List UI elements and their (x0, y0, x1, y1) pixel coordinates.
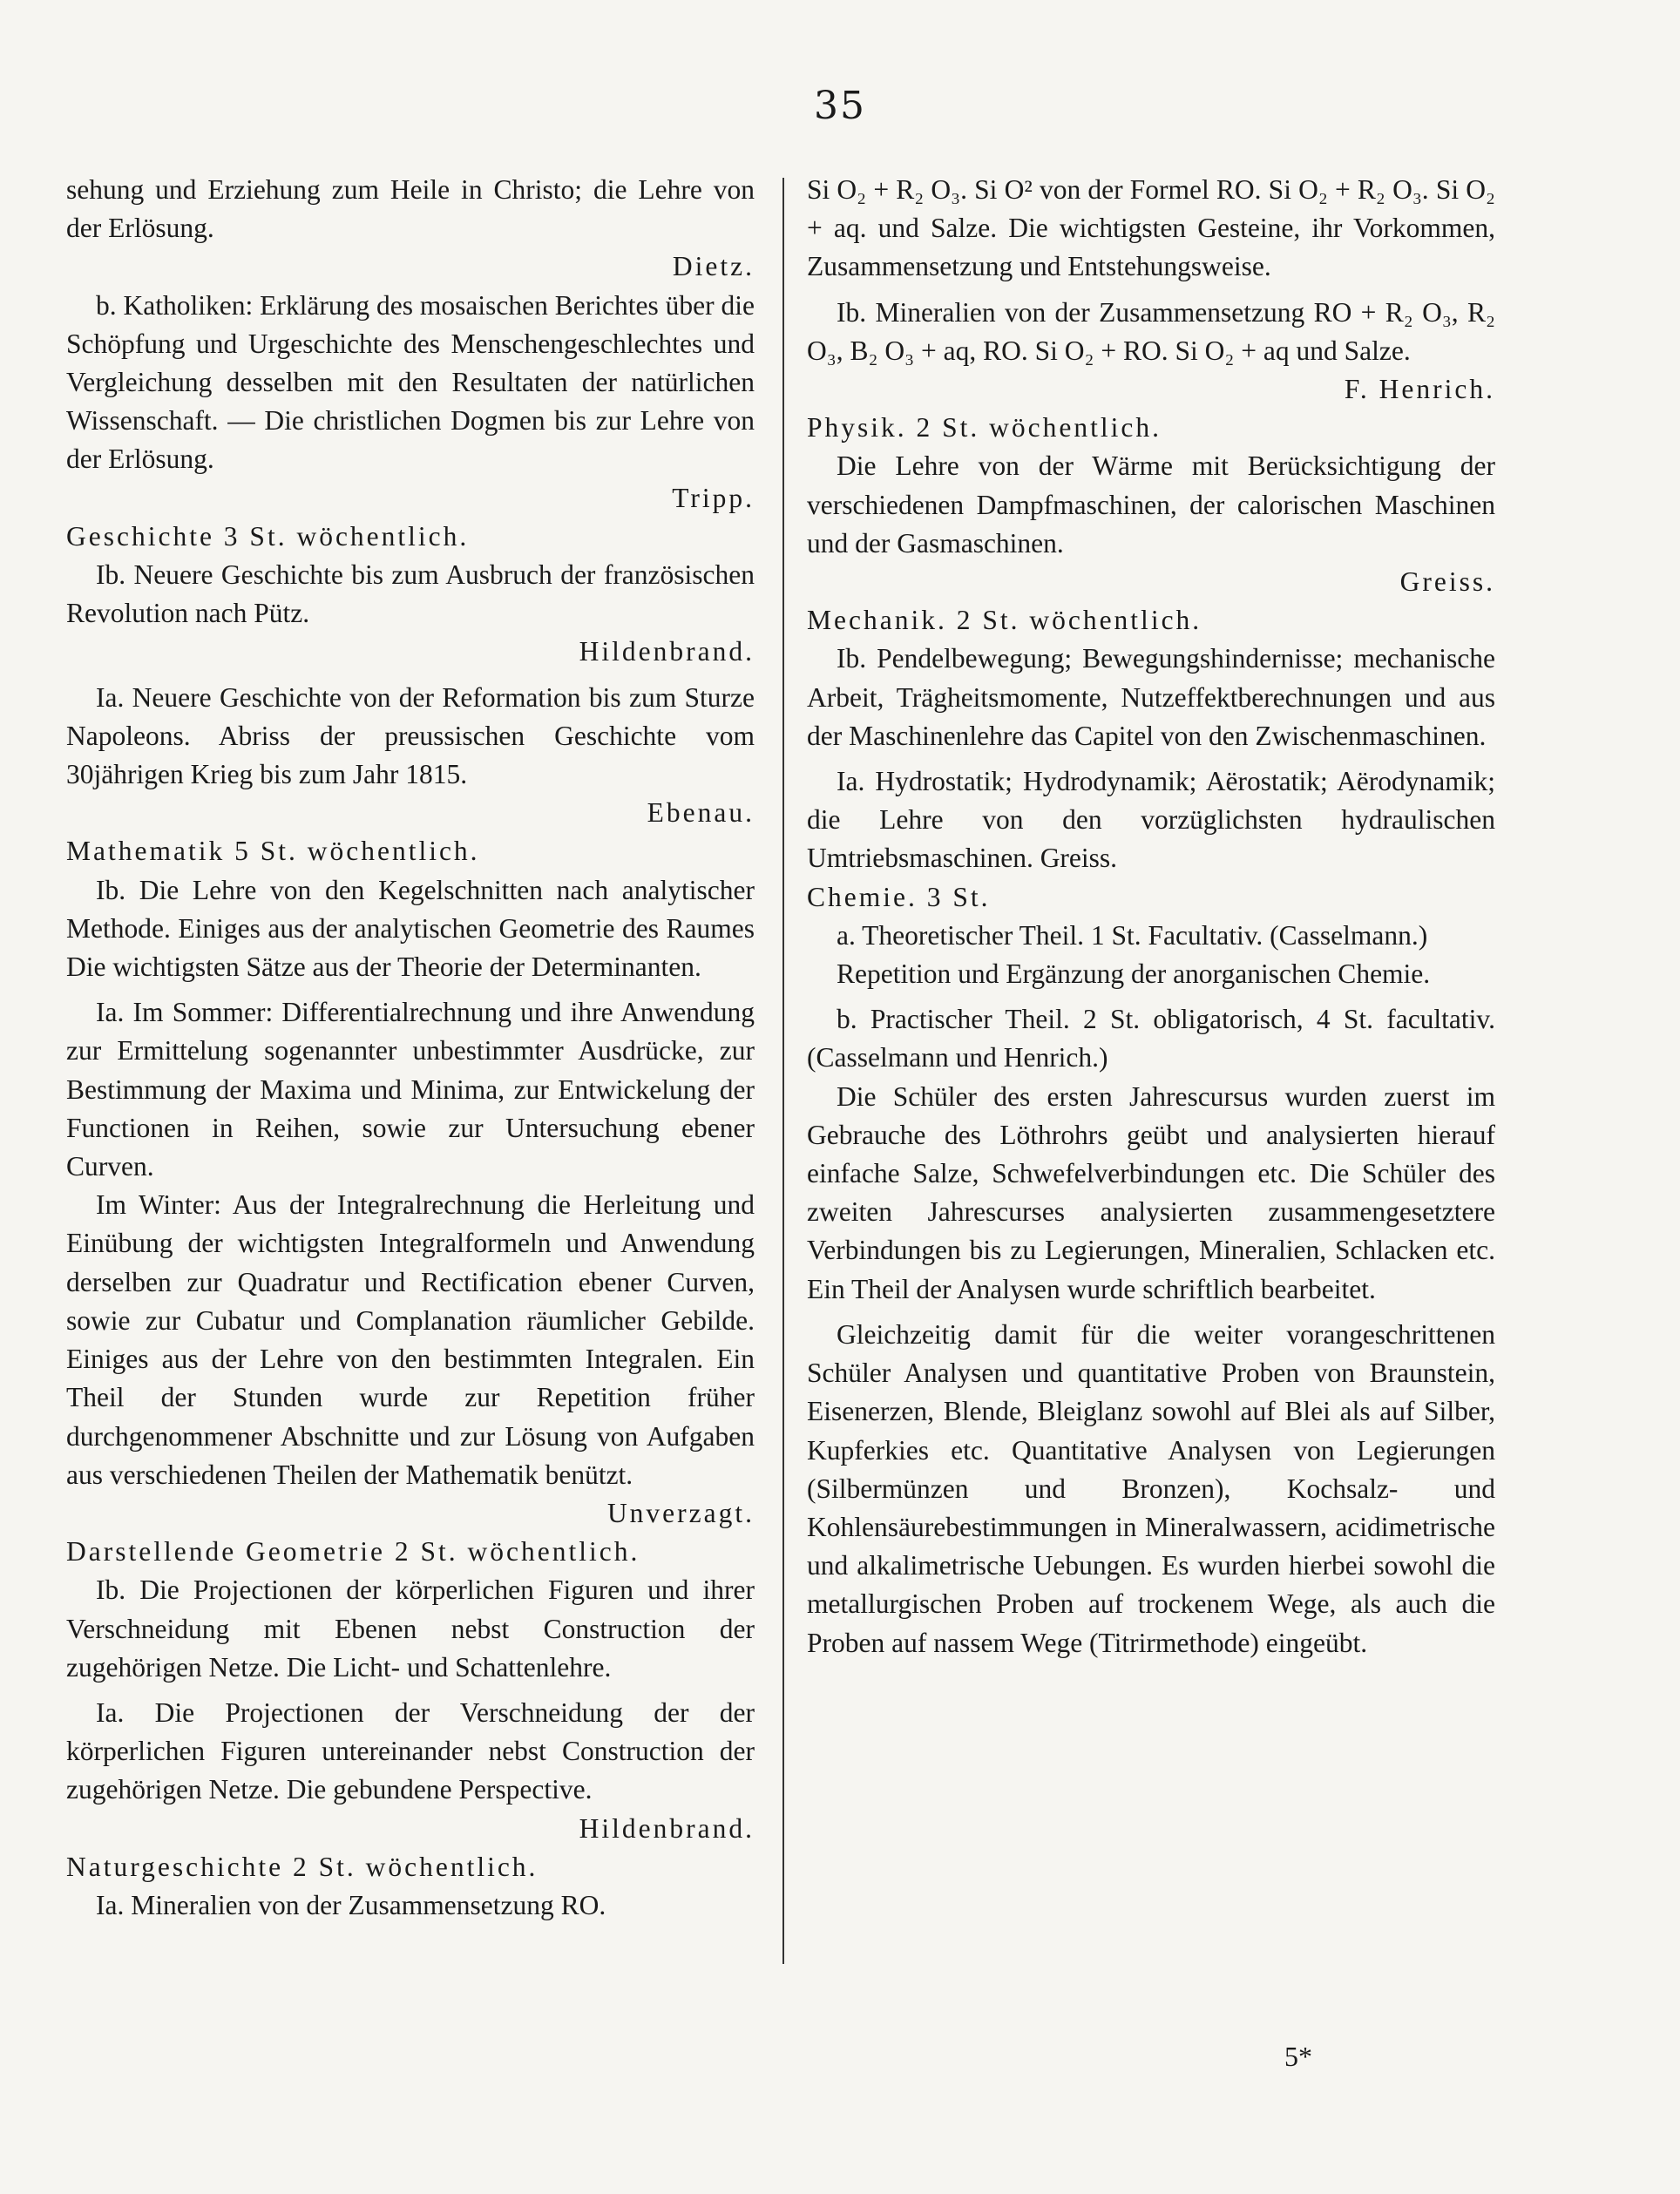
right-column-paragraph: Physik. 2 St. wöchentlich. (807, 412, 1162, 444)
left-column-paragraph: Unverzagt. (606, 1497, 755, 1528)
right-column-paragraph: Ib. Pendelbewegung; Bewegungshindernisse; mechanische Arbeit, Trägheitsmomente, Nutzeffektberechnungen und aus der Maschinenlehre das Capitel von den Zwischenmaschinen. (807, 643, 1495, 751)
left-column-paragraph: sehung und Erziehung zum Heile in Christo; die Lehre von der Erlösung. (66, 174, 755, 244)
right-column-paragraph: Gleichzeitig damit für die weiter vorangeschrittenen Schüler Analysen und quantitative Proben von Braunstein, Eisenerzen, Blende, Bleiglanz sowohl auf Blei als auf Silber, Kupferkies etc. Quantitative Analysen von Legierungen (Silbermünzen und Bronzen), Kochsalz- und Kohlensäurebestimmungen in Mineralwassern, acidimetrische und alkalimetrische Uebungen. Es wurden hierbei sowohl die metallurgischen Proben auf trockenem Wege, als auch die Proben auf nassem Wege (Titrirmethode) eingeübt. (807, 1318, 1495, 1658)
right-column-paragraph: b. Practischer Theil. 2 St. obligatorisch, 4 St. facultativ. (Casselmann und Henrich.) (807, 1004, 1495, 1073)
page-number: 35 (814, 84, 866, 128)
left-column-paragraph: Hildenbrand. (579, 1812, 755, 1844)
left-column-paragraph: Ib. Die Projectionen der körperlichen Figuren und ihrer Verschneidung mit Ebenen nebst Construction der zugehörigen Netze. Die Licht- und Schattenlehre. (66, 1574, 755, 1683)
right-column-paragraph: Mechanik. 2 St. wöchentlich. (807, 605, 1202, 636)
left-column-paragraph: Darstellende Geometrie 2 St. wöchentlich. (66, 1536, 640, 1568)
column-divider (782, 178, 784, 1964)
left-column-paragraph: Ib. Die Lehre von den Kegelschnitten nach analytischer Methode. Einiges aus der analytischen Geometrie des Raumes Die wichtigsten Sätze aus der Theorie der Determinanten. (66, 874, 755, 983)
left-column-paragraph: Ia. Mineralien von der Zusammensetzung RO. (96, 1889, 606, 1920)
left-column-paragraph: Dietz. (672, 251, 755, 282)
left-column-paragraph: Ib. Neuere Geschichte bis zum Ausbruch der französischen Revolution nach Pütz. (66, 559, 755, 629)
left-column-paragraph: Ia. Im Sommer: Differentialrechnung und ihre Anwendung zur Ermittelung sogenannter unbestimmter Ausdrücke, zur Bestimmung der Maxima und Minima, zur Entwickelung der Functionen in Reihen, sowie zur Untersuchung ebener Curven. (66, 997, 755, 1182)
left-column-paragraph: Mathematik 5 St. wöchentlich. (66, 836, 480, 867)
left-column-paragraph: Hildenbrand. (579, 636, 755, 667)
left-column (66, 171, 755, 1925)
left-column-paragraph: b. Katholiken: Erklärung des mosaischen Berichtes über die Schöpfung und Urgeschichte des Menschengeschlechtes und Vergleichung desselben mit den Resultaten der natürlichen Wissenschaft. — Die christlichen Dogmen bis zur Lehre von der Erlösung. (66, 289, 755, 475)
left-column-paragraph: Geschichte 3 St. wöchentlich. (66, 520, 470, 552)
right-column-paragraph: a. Theoretischer Theil. 1 St. Facultativ. (Casselmann.) (837, 919, 1428, 951)
right-column-paragraph: Greiss. (1399, 566, 1495, 598)
left-column-paragraph: Im Winter: Aus der Integralrechnung die Herleitung und Einübung der wichtigsten Integralformeln und Anwendung derselben zur Quadratur und Rectification ebener Curven, sowie zur Cubatur und Complanation räumlicher Gebilde. Einiges aus der Lehre von den bestimmten Integralen. Ein Theil der Stunden wurde zur Repetition früher durchgenommener Abschnitte und zur Lösung von Aufgaben aus verschiedenen Theilen der Mathematik benützt. (66, 1189, 755, 1490)
right-column-paragraph: Repetition und Ergänzung der anorganischen Chemie. (837, 958, 1431, 990)
left-column-paragraph: Ebenau. (647, 797, 755, 829)
right-column-paragraph: Ia. Hydrostatik; Hydrodynamik; Aërostatik; Aërodynamik; die Lehre von den vorzüglichsten hydraulischen Umtriebsmaschinen. Greiss. (807, 766, 1495, 874)
left-column-paragraph: Ia. Neuere Geschichte von der Reformation bis zum Sturze Napoleons. Abriss der preussischen Geschichte vom 30jährigen Krieg bis zum Jahr 1815. (66, 681, 755, 790)
right-column-paragraph: Die Lehre von der Wärme mit Berücksichtigung der verschiedenen Dampfmaschinen, der calorischen Maschinen und der Gasmaschinen. (807, 450, 1495, 559)
left-column-paragraph: Ia. Die Projectionen der Verschneidung der der körperlichen Figuren untereinander nebst Construction der zugehörigen Netze. Die gebundene Perspective. (66, 1696, 755, 1805)
left-column-paragraph: Naturgeschichte 2 St. wöchentlich. (66, 1851, 539, 1882)
right-column-paragraph: Ib. Mineralien von der Zusammensetzung RO + R₂ O₃, R₂ O₃, B₂ O₃ + aq, RO. Si O₂ + RO. Si O₂ + aq und Salze. (807, 296, 1495, 366)
right-column-paragraph: F. Henrich. (1344, 374, 1495, 405)
right-column (807, 171, 1495, 1662)
left-column-paragraph: Tripp. (672, 482, 755, 513)
footer-signature-mark: 5* (1284, 2041, 1312, 2072)
right-column-paragraph: Si O₂ + R₂ O₃. Si O² von der Formel RO. Si O₂ + R₂ O₃. Si O₂ + aq. und Salze. Die wichtigsten Gesteine, ihr Vorkommen, Zusammensetzung und Entstehungsweise. (807, 174, 1495, 282)
right-column-paragraph: Die Schüler des ersten Jahrescursus wurden zuerst im Gebrauche des Löthrohrs geübt und analysierten hierauf einfache Salze, Schwefelverbindungen etc. Die Schüler des zweiten Jahrescurses analysierten zusammengesetztere Verbindungen bis zu Legierungen, Mineralien, Schlacken etc. Ein Theil der Analysen wurde schriftlich bearbeitet. (807, 1080, 1495, 1304)
right-column-paragraph: Chemie. 3 St. (807, 881, 991, 912)
